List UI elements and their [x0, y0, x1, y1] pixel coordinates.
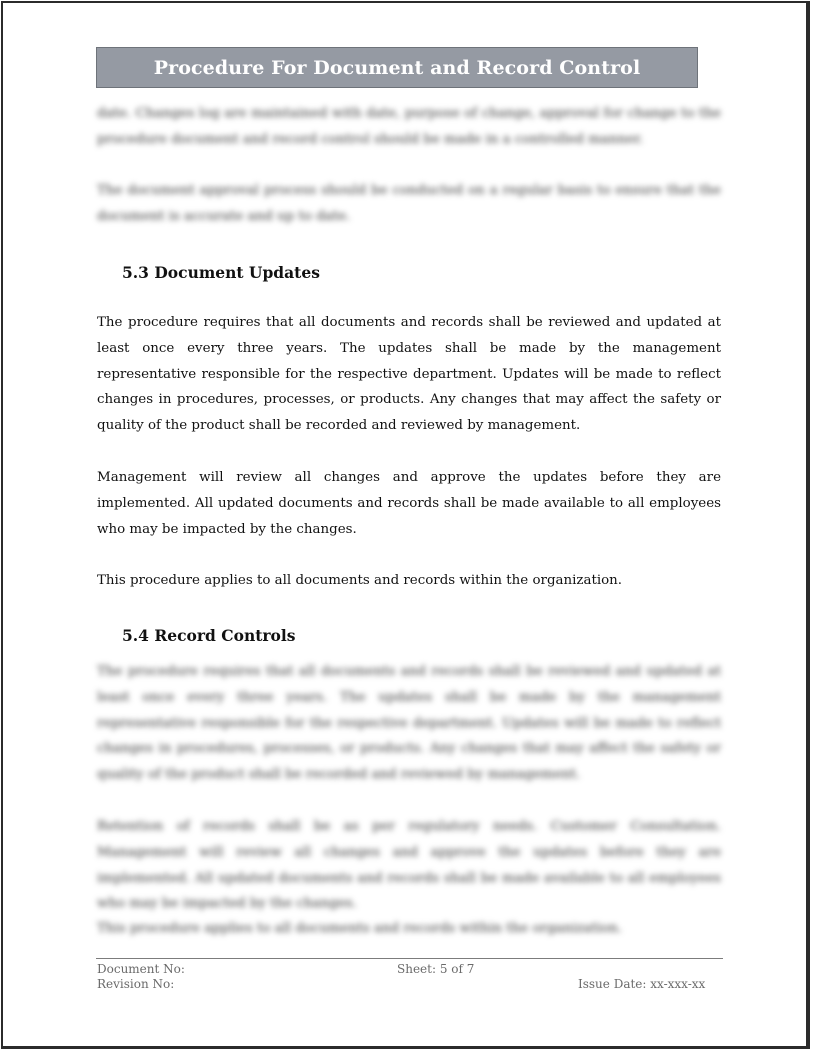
footer-sheet: Sheet: 5 of 7: [397, 962, 475, 976]
blurred-paragraph: The procedure requires that all documents and records shall be reviewed and updated at least once every three years. The updates shall be made by the management representative responsible for the respective department. Updates will be made to reflect changes in procedures, processes, or products. Any changes that may affect the safety or quality of the product shall be recorded and reviewed by management.: [97, 664, 721, 783]
section-heading-record-controls: 5.4 Record Controls: [122, 626, 296, 645]
section-heading-document-updates: 5.3 Document Updates: [122, 263, 320, 282]
blurred-paragraph: This procedure applies to all documents and records within the organization.: [97, 921, 623, 936]
title-banner: [96, 47, 698, 88]
paragraph: Management will review all changes and approve the updates before they are implemented. All updated documents and records shall be made available to all employees who may be impacted by the changes.: [97, 470, 721, 537]
paragraph: The procedure requires that all documents and records shall be reviewed and updated at least once every three years. The updates shall be made by the management representative responsible for the respective department. Updates will be made to reflect changes in procedures, processes, or products. Any changes that may affect the safety or quality of the product shall be recorded and reviewed by management.: [97, 315, 721, 434]
footer-document-no: Document No:: [97, 962, 185, 976]
footer-divider: [96, 958, 723, 959]
footer-issue-date: Issue Date: xx-xxx-xx: [578, 977, 706, 991]
blurred-paragraph: Retention of records shall be as per regulatory needs. Customer Consultation. Management will review all changes and approve the updates before they are implemented. All updated documents and records shall be made available to all employees who may be impacted by the changes.: [97, 819, 721, 912]
footer-revision-no: Revision No:: [97, 977, 175, 991]
page-title: Procedure For Document and Record Control: [153, 56, 641, 79]
blurred-paragraph: The document approval process should be conducted on a regular basis to ensure that the document is accurate and up to date.: [97, 183, 721, 224]
blurred-paragraph: date. Changes log are maintained with date, purpose of change, approval for change to the procedure document and record control should be made in a controlled manner.: [97, 106, 721, 147]
paragraph: This procedure applies to all documents and records within the organization.: [97, 573, 623, 588]
